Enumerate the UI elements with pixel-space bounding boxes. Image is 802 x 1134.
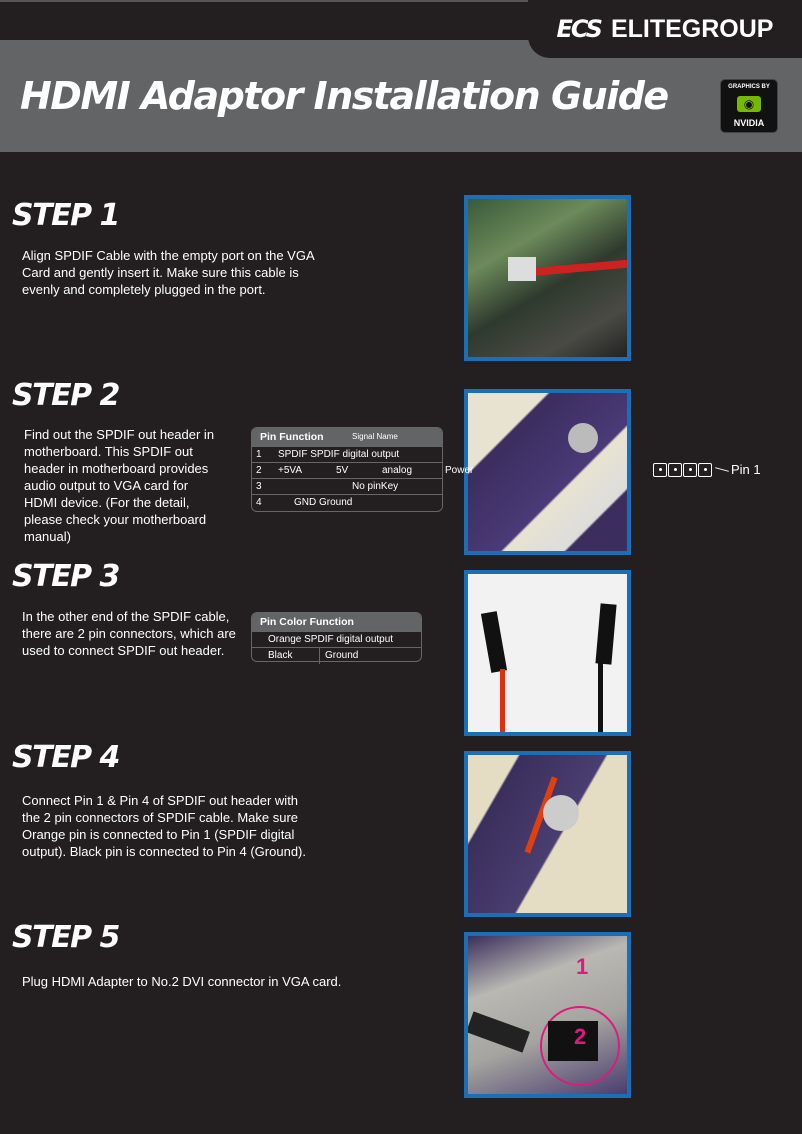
step-3-text: In the other end of the SPDIF cable, there are 2 pin connectors, which are used to connect SPDIF out header. bbox=[22, 609, 236, 658]
step-4-photo bbox=[464, 751, 631, 917]
step-5-text: Plug HDMI Adapter to No.2 DVI connector in VGA card. bbox=[22, 974, 342, 989]
step-1-photo bbox=[464, 195, 631, 361]
pin-icon bbox=[653, 463, 667, 477]
step-2-text: Find out the SPDIF out header in motherboard. This SPDIF out header in motherboard provides audio output to VGA card for HDMI device. (For the detail, please check your motherboard manual) bbox=[24, 427, 215, 544]
table-header: Pin Color Function bbox=[252, 613, 421, 631]
table-row: 3 No pinKey bbox=[252, 478, 442, 494]
pin-1-label: Pin 1 bbox=[731, 462, 761, 477]
spdif-header-diagram bbox=[653, 462, 761, 477]
step-2-title: STEP 2 bbox=[12, 378, 119, 413]
header-signal-name: Signal Name bbox=[352, 432, 398, 441]
badge-top-text: GRAPHICS BY bbox=[728, 84, 770, 90]
nvidia-badge bbox=[720, 79, 778, 133]
table-row: Black Ground bbox=[252, 647, 421, 663]
nvidia-eye-icon: ◉ bbox=[737, 96, 761, 112]
connector-label-2: 2 bbox=[574, 1024, 587, 1049]
step-2-photo bbox=[464, 389, 631, 555]
ecs-mark: ECS bbox=[556, 15, 601, 43]
ecs-logo bbox=[528, 0, 802, 58]
brand-name: ELITEGROUP bbox=[610, 14, 774, 43]
step-4-title: STEP 4 bbox=[12, 740, 119, 775]
pin-icon bbox=[668, 463, 682, 477]
power-cell: Power bbox=[445, 465, 474, 476]
table-row: Orange SPDIF digital output bbox=[252, 631, 421, 647]
pin-function-table bbox=[251, 427, 474, 512]
table-row: 2 +5VA 5V analog Power bbox=[252, 462, 442, 478]
step-3-photo bbox=[464, 570, 631, 736]
step-4-text: Connect Pin 1 & Pin 4 of SPDIF out header with the 2 pin connectors of SPDIF cable. Make sure Orange pin is connected to Pin 1 (SPDIF digital output). Black pin is connected to Pin 4 (Ground). bbox=[22, 793, 306, 859]
badge-bottom-text: NVIDIA bbox=[733, 118, 765, 128]
pin-icon bbox=[683, 463, 697, 477]
step-1-text: Align SPDIF Cable with the empty port on the VGA Card and gently insert it. Make sure this cable is evenly and completely plugged in the port. bbox=[22, 248, 314, 297]
table-row: 1 SPDIF SPDIF digital output bbox=[252, 446, 442, 462]
step-5-photo bbox=[464, 932, 631, 1098]
pin-icon bbox=[698, 463, 712, 477]
step-5-title: STEP 5 bbox=[12, 920, 119, 955]
page-title: HDMI Adaptor Installation Guide bbox=[20, 74, 668, 118]
pin-color-table bbox=[251, 612, 422, 662]
step-3-title: STEP 3 bbox=[12, 559, 119, 594]
table-header bbox=[252, 428, 442, 446]
table-row: 4 GND Ground bbox=[252, 494, 442, 510]
header-pin-function: Pin Function bbox=[260, 431, 324, 443]
connector-label-1: 1 bbox=[576, 954, 589, 979]
step-1-title: STEP 1 bbox=[12, 198, 119, 233]
